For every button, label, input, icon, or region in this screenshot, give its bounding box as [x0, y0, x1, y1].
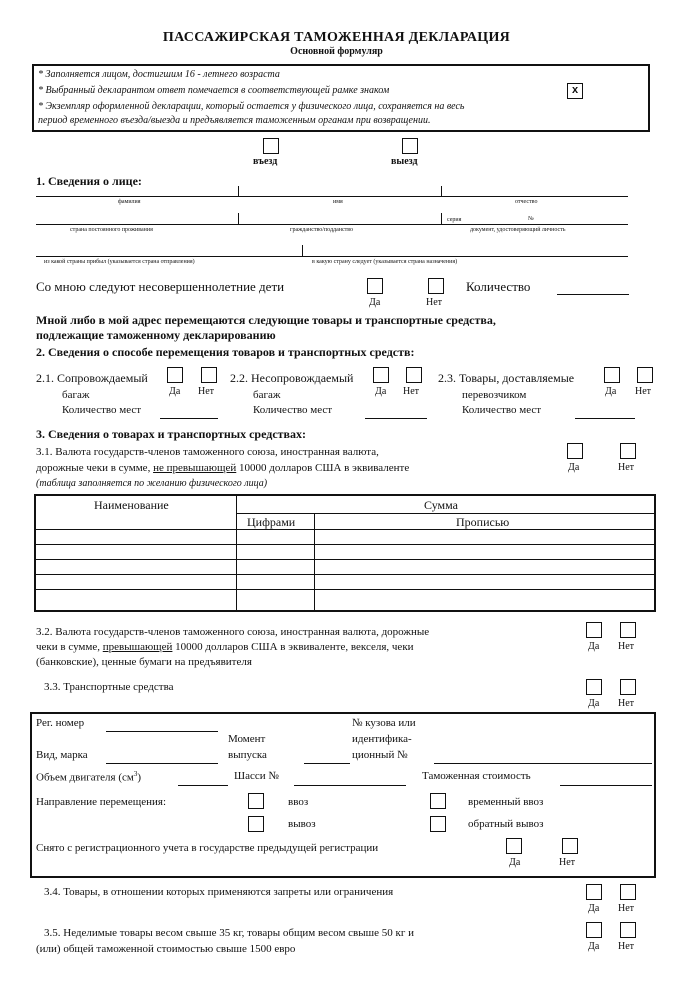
goods-notice-line-1: Мной либо в мой адрес перемещаются следующие товары и транспортные средства,: [36, 313, 496, 327]
instruction-line-4: период временного въезда/выезда и предъявляется таможенным органам при возвращении.: [38, 115, 431, 126]
country-residence-label: страна постоянного проживания: [70, 227, 153, 233]
deregistered-no-checkbox[interactable]: [562, 838, 578, 854]
import-checkbox[interactable]: [248, 793, 264, 809]
q31-line-1: 3.1. Валюта государств-членов таможенного союза, иностранная валюта,: [36, 446, 379, 458]
goods-notice-line-2: подлежащие таможенному декларированию: [36, 328, 276, 342]
instruction-line-2: * Выбранный декларантом ответ помечается в соответствующей рамке знаком: [38, 85, 390, 96]
carrier-no-label: Нет: [635, 386, 652, 397]
unaccompanied-no-label: Нет: [403, 386, 420, 397]
carrier-places-field[interactable]: [575, 418, 635, 419]
arrived-from-label: из какой страны прибыл (указывается страна отправления): [44, 259, 195, 265]
instruction-line-3: * Экземпляр оформленной декларации, который остается у физического лица, сохраняется на весь: [38, 101, 465, 112]
export-checkbox[interactable]: [248, 816, 264, 832]
accompanied-label-2: багаж: [62, 389, 90, 401]
table-row-divider: [36, 574, 654, 575]
q32-line-2: чеки в сумме, превышающей 10000 долларов США в эквиваленте, векселя, чеки: [36, 641, 414, 653]
q34-no-checkbox[interactable]: [620, 884, 636, 900]
table-header-words: Прописью: [456, 515, 510, 529]
q31-yes-checkbox[interactable]: [567, 443, 583, 459]
q34-yes-label: Да: [588, 903, 600, 914]
surname-label: фамилия: [118, 199, 141, 205]
accompanied-label: 2.1. Сопровождаемый: [36, 371, 148, 385]
q35-line-1: 3.5. Неделимые товары весом свыше 35 кг, товары общим весом свыше 50 кг и: [44, 927, 414, 939]
moment-label: Момент: [228, 733, 266, 745]
q31-no-checkbox[interactable]: [620, 443, 636, 459]
section-3-title: 3. Сведения о товарах и транспортных средствах:: [36, 427, 307, 441]
temp-import-checkbox[interactable]: [430, 793, 446, 809]
chassis-field[interactable]: [294, 785, 406, 786]
carrier-yes-checkbox[interactable]: [604, 367, 620, 383]
q32-no-label: Нет: [618, 641, 635, 652]
minors-yes-label: Да: [369, 297, 381, 308]
header-divider: [236, 513, 654, 514]
q33-yes-checkbox[interactable]: [586, 679, 602, 695]
currency-table: [34, 494, 656, 612]
accompanied-no-checkbox[interactable]: [201, 367, 217, 383]
q34-yes-checkbox[interactable]: [586, 884, 602, 900]
table-header-name: Наименование: [94, 498, 169, 512]
import-label: ввоз: [288, 796, 309, 808]
name-label: имя: [333, 199, 343, 205]
table-row-divider: [36, 544, 654, 545]
carrier-label: 2.3. Товары, доставляемые: [438, 371, 575, 385]
customs-value-label: Таможенная стоимость: [422, 770, 531, 782]
table-row-divider: [36, 589, 654, 590]
citizenship-label: гражданство/подданство: [290, 227, 354, 233]
series-label: серия: [447, 217, 462, 223]
accompanied-yes-label: Да: [169, 386, 181, 397]
exit-label: выезд: [391, 156, 418, 167]
deregistered-label: Снято с регистрационного учета в государстве предыдущей регистрации: [36, 842, 379, 854]
vehicle-box: [30, 712, 656, 878]
page-subtitle: Основной формуляр: [290, 46, 383, 57]
temp-import-label: временный ввоз: [468, 796, 544, 808]
q35-no-checkbox[interactable]: [620, 922, 636, 938]
moment-label-2: выпуска: [228, 749, 267, 761]
accompanied-no-label: Нет: [198, 386, 215, 397]
minors-quantity-label: Количество: [466, 279, 531, 294]
make-label: Вид, марка: [36, 749, 88, 761]
body-number-label-2: идентифика-: [352, 733, 412, 745]
minors-no-checkbox[interactable]: [428, 278, 444, 294]
table-header-sum: Сумма: [424, 498, 458, 512]
divider: [441, 186, 442, 196]
carrier-no-checkbox[interactable]: [637, 367, 653, 383]
carrier-label-2: перевозчиком: [462, 389, 527, 401]
id-document-label: документ, удостоверяющий личность: [470, 227, 566, 233]
reverse-export-label: обратный вывоз: [468, 818, 544, 830]
reg-number-label: Рег. номер: [36, 717, 85, 729]
unaccompanied-places-field[interactable]: [365, 418, 427, 419]
export-label: вывоз: [288, 818, 316, 830]
instructions-box: [32, 64, 650, 132]
q33-no-label: Нет: [618, 698, 635, 709]
engine-field[interactable]: [178, 785, 228, 786]
entry-checkbox[interactable]: [263, 138, 279, 154]
divider: [302, 245, 303, 256]
carrier-places-label: Количество мест: [462, 404, 542, 416]
going-to-label: в какую страну следует (указывается страна назначения): [312, 259, 458, 265]
q33-yes-label: Да: [588, 698, 600, 709]
make-field[interactable]: [106, 763, 218, 764]
deregistered-no-label: Нет: [559, 857, 576, 868]
exit-checkbox[interactable]: [402, 138, 418, 154]
unaccompanied-label-2: багаж: [253, 389, 281, 401]
q35-line-2: (или) общей таможенной стоимостью свыше 1500 евро: [36, 943, 296, 955]
q32-no-checkbox[interactable]: [620, 622, 636, 638]
accompanied-yes-checkbox[interactable]: [167, 367, 183, 383]
deregistered-yes-checkbox[interactable]: [506, 838, 522, 854]
unaccompanied-places-label: Количество мест: [253, 404, 333, 416]
unaccompanied-no-checkbox[interactable]: [406, 367, 422, 383]
divider: [238, 213, 239, 224]
q31-line-2: дорожные чеки в сумме, не превышающей 10000 долларов США в эквиваленте: [36, 462, 410, 474]
reg-number-field[interactable]: [106, 731, 218, 732]
person-line-1: [36, 196, 628, 197]
q35-yes-label: Да: [588, 941, 600, 952]
body-number-field[interactable]: [434, 763, 652, 764]
table-row-divider: [36, 559, 654, 560]
reverse-export-checkbox[interactable]: [430, 816, 446, 832]
divider: [441, 213, 442, 224]
section-2-title: 2. Сведения о способе перемещения товаров и транспортных средств:: [36, 345, 415, 359]
q33-no-checkbox[interactable]: [620, 679, 636, 695]
section-1-title: 1. Сведения о лице:: [36, 174, 142, 188]
q35-yes-checkbox[interactable]: [586, 922, 602, 938]
person-line-3: [36, 256, 628, 257]
direction-label: Направление перемещения:: [36, 796, 167, 808]
minors-question: Со мною следуют несовершеннолетние дети: [36, 279, 285, 294]
person-line-2: [36, 224, 628, 225]
minors-no-label: Нет: [426, 297, 443, 308]
mark-sample-box: х: [567, 83, 583, 99]
q32-yes-checkbox[interactable]: [586, 622, 602, 638]
instruction-line-1: * Заполняется лицом, достигшим 16 - летнего возраста: [38, 69, 280, 80]
q33-label: 3.3. Транспортные средства: [44, 681, 174, 693]
entry-label: въезд: [253, 156, 278, 167]
body-number-label: № кузова или: [352, 717, 416, 729]
release-moment-field[interactable]: [304, 763, 350, 764]
q32-yes-label: Да: [588, 641, 600, 652]
q35-no-label: Нет: [618, 941, 635, 952]
unaccompanied-label: 2.2. Несопровождаемый: [230, 371, 354, 385]
q31-note: (таблица заполняется по желанию физического лица): [36, 478, 268, 489]
accompanied-places-label: Количество мест: [62, 404, 142, 416]
chassis-label: Шасси №: [234, 770, 279, 782]
q32-line-1: 3.2. Валюта государств-членов таможенного союза, иностранная валюта, дорожные: [36, 626, 430, 638]
q34-no-label: Нет: [618, 903, 635, 914]
customs-value-field[interactable]: [560, 785, 652, 786]
table-row-divider: [36, 529, 654, 530]
minors-quantity-field[interactable]: [557, 294, 629, 295]
number-label: №: [528, 216, 534, 222]
unaccompanied-yes-checkbox[interactable]: [373, 367, 389, 383]
q31-yes-label: Да: [568, 462, 580, 473]
deregistered-yes-label: Да: [509, 857, 521, 868]
table-header-digits: Цифрами: [247, 515, 296, 529]
q31-no-label: Нет: [618, 462, 635, 473]
engine-label: Объем двигателя $(см^3)$: [36, 770, 142, 784]
unaccompanied-yes-label: Да: [375, 386, 387, 397]
accompanied-places-field[interactable]: [160, 418, 218, 419]
divider: [238, 186, 239, 196]
carrier-yes-label: Да: [605, 386, 617, 397]
q34-label: 3.4. Товары, в отношении которых применяются запреты или ограничения: [44, 886, 394, 898]
body-number-label-3: ционный №: [352, 749, 408, 761]
page-title: ПАССАЖИРСКАЯ ТАМОЖЕННАЯ ДЕКЛАРАЦИЯ: [162, 30, 511, 45]
patronymic-label: отчество: [515, 199, 538, 205]
q32-line-3: (банковские), ценные бумаги на предъявителя: [36, 656, 252, 668]
minors-yes-checkbox[interactable]: [367, 278, 383, 294]
